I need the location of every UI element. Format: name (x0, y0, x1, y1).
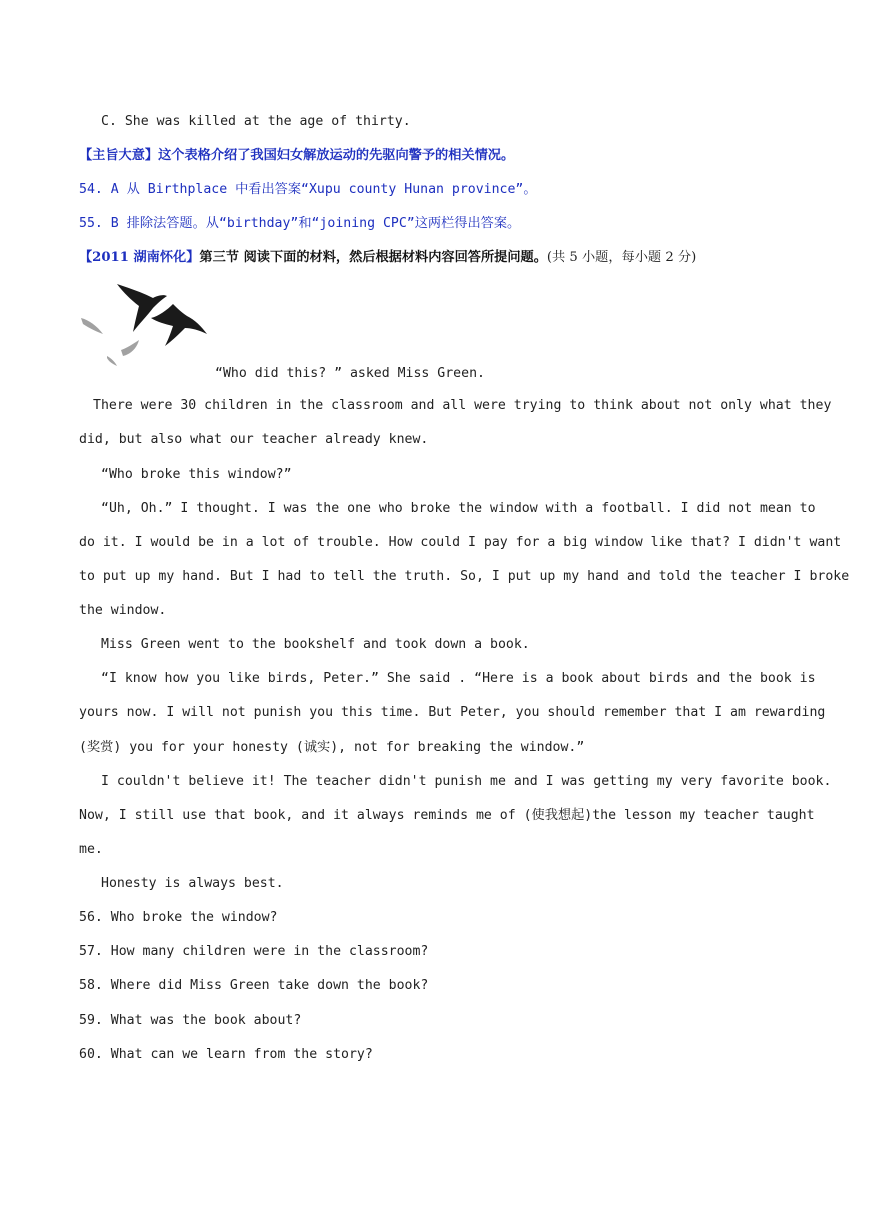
passage-p3: “Who broke this window?” (101, 467, 292, 482)
passage-p5: Miss Green went to the bookshelf and took down a book. (101, 637, 530, 652)
birds-illustration (77, 278, 212, 376)
section-tag: 【2011 湖南怀化】 (79, 250, 200, 265)
passage-p2a: There were 30 children in the classroom and all were trying to think about not only what they (93, 398, 832, 413)
passage-p1: “Who did this? ” asked Miss Green. (215, 366, 485, 381)
passage-p2b: did, but also what our teacher already knew. (79, 432, 429, 447)
passage-p4c: to put up my hand. But I had to tell the truth. So, I put up my hand and told the teacher I broke (79, 569, 850, 584)
passage-p6a: “I know how you like birds, Peter.” She said . “Here is a book about birds and the book is (101, 671, 816, 686)
question-60: 60. What can we learn from the story? (79, 1047, 373, 1062)
answer-54: 54. A 从 Birthplace 中看出答案“Xupu county Hunan province”。 (79, 182, 537, 197)
question-56: 56. Who broke the window? (79, 910, 278, 925)
passage-p7c: me. (79, 842, 103, 857)
section-title: 第三节 阅读下面的材料，然后根据材料内容回答所提问题。 (199, 250, 547, 265)
passage-p4b: do it. I would be in a lot of trouble. How could I pay for a big window like that? I didn't want (79, 535, 842, 550)
section-header (79, 249, 791, 267)
main-idea-label: 【主旨大意】 (79, 148, 159, 163)
passage-p4a: “Uh, Oh.” I thought. I was the one who broke the window with a football. I did not mean to (101, 501, 816, 516)
section-note: (共 5 小题，每小题 2 分) (546, 250, 697, 265)
passage-p6b: yours now. I will not punish you this time. But Peter, you should remember that I am rewarding (79, 705, 826, 720)
main-idea (79, 147, 791, 165)
feather-shadow-3 (107, 356, 117, 366)
passage-p7a: I couldn't believe it! The teacher didn't punish me and I was getting my very favorite book. (101, 774, 832, 789)
passage-p8: Honesty is always best. (101, 876, 284, 891)
feather-shadow-2 (121, 340, 139, 356)
question-59: 59. What was the book about? (79, 1013, 302, 1028)
feather-shadow-1 (81, 318, 103, 334)
answer-55: 55. B 排除法答题。从“birthday”和“joining CPC”这两栏得出答案。 (79, 216, 521, 231)
question-57: 57. How many children were in the classroom? (79, 944, 429, 959)
passage-p7b: Now, I still use that book, and it always reminds me of (使我想起)the lesson my teacher taught (79, 808, 815, 823)
passage-p4d: the window. (79, 603, 167, 618)
passage-p6c: (奖赏) you for your honesty (诚实), not for breaking the window.” (79, 740, 585, 755)
main-idea-text: 这个表格介绍了我国妇女解放运动的先驱向警予的相关情况。 (158, 148, 515, 163)
question-58: 58. Where did Miss Green take down the book? (79, 978, 429, 993)
option-c: C. She was killed at the age of thirty. (101, 114, 411, 129)
bird-large (117, 284, 167, 332)
bird-small (151, 304, 207, 346)
